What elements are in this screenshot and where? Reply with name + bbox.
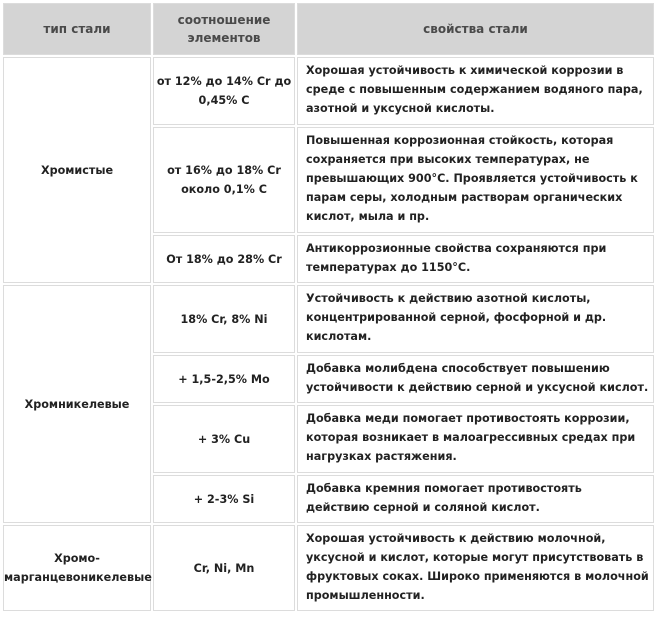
steel-type-cell: Хромникелевые xyxy=(3,285,151,523)
element-ratio-cell: от 12% до 14% Cr до 0,45% С xyxy=(153,57,295,125)
table-row xyxy=(3,57,654,125)
steel-properties-cell: Добавка меди помогает противостоять коррозии, которая возникает в малоагрессивных средах при нагрузках растяжения. xyxy=(297,405,654,473)
element-ratio-cell: + 1,5-2,5% Mo xyxy=(153,355,295,403)
header-steel-properties: свойства стали xyxy=(297,3,654,55)
steel-type-cell: Хромо-марганцевоникелевые xyxy=(3,525,151,611)
steel-properties-cell: Хорошая устойчивость к действию молочной, уксусной и кислот, которые могут присутствовать в фруктовых соках. Широко применяются в молочной промышленности. xyxy=(297,525,654,611)
table-row xyxy=(3,525,654,611)
table-row xyxy=(3,285,654,353)
table-header-row xyxy=(3,3,654,55)
element-ratio-cell: + 2-3% Si xyxy=(153,475,295,523)
element-ratio-cell: 18% Cr, 8% Ni xyxy=(153,285,295,353)
steel-properties-cell: Устойчивость к действию азотной кислоты, концентрированной серной, фосфорной и др. кислотам. xyxy=(297,285,654,353)
steel-properties-cell: Повышенная коррозионная стойкость, которая сохраняется при высоких температурах, не превышающих 900°С. Проявляется устойчивость к парам серы, холодным растворам органических кислот, мыла и пр. xyxy=(297,127,654,233)
steel-type-cell: Хромистые xyxy=(3,57,151,283)
element-ratio-cell: От 18% до 28% Cr xyxy=(153,235,295,283)
steel-properties-cell: Добавка молибдена способствует повышению устойчивости к действию серной и уксусной кислот. xyxy=(297,355,654,403)
header-element-ratio: соотношение элементов xyxy=(153,3,295,55)
element-ratio-cell: + 3% Cu xyxy=(153,405,295,473)
steel-properties-cell: Антикоррозионные свойства сохраняются при температурах до 1150°С. xyxy=(297,235,654,283)
steel-types-table xyxy=(1,1,656,613)
steel-properties-cell: Добавка кремния помогает противостоять действию серной и соляной кислот. xyxy=(297,475,654,523)
element-ratio-cell: от 16% до 18% Cr около 0,1% С xyxy=(153,127,295,233)
element-ratio-cell: Cr, Ni, Mn xyxy=(153,525,295,611)
header-steel-type: тип стали xyxy=(3,3,151,55)
steel-properties-cell: Хорошая устойчивость к химической коррозии в среде с повышенным содержанием водяного пара, азотной и уксусной кислоты. xyxy=(297,57,654,125)
